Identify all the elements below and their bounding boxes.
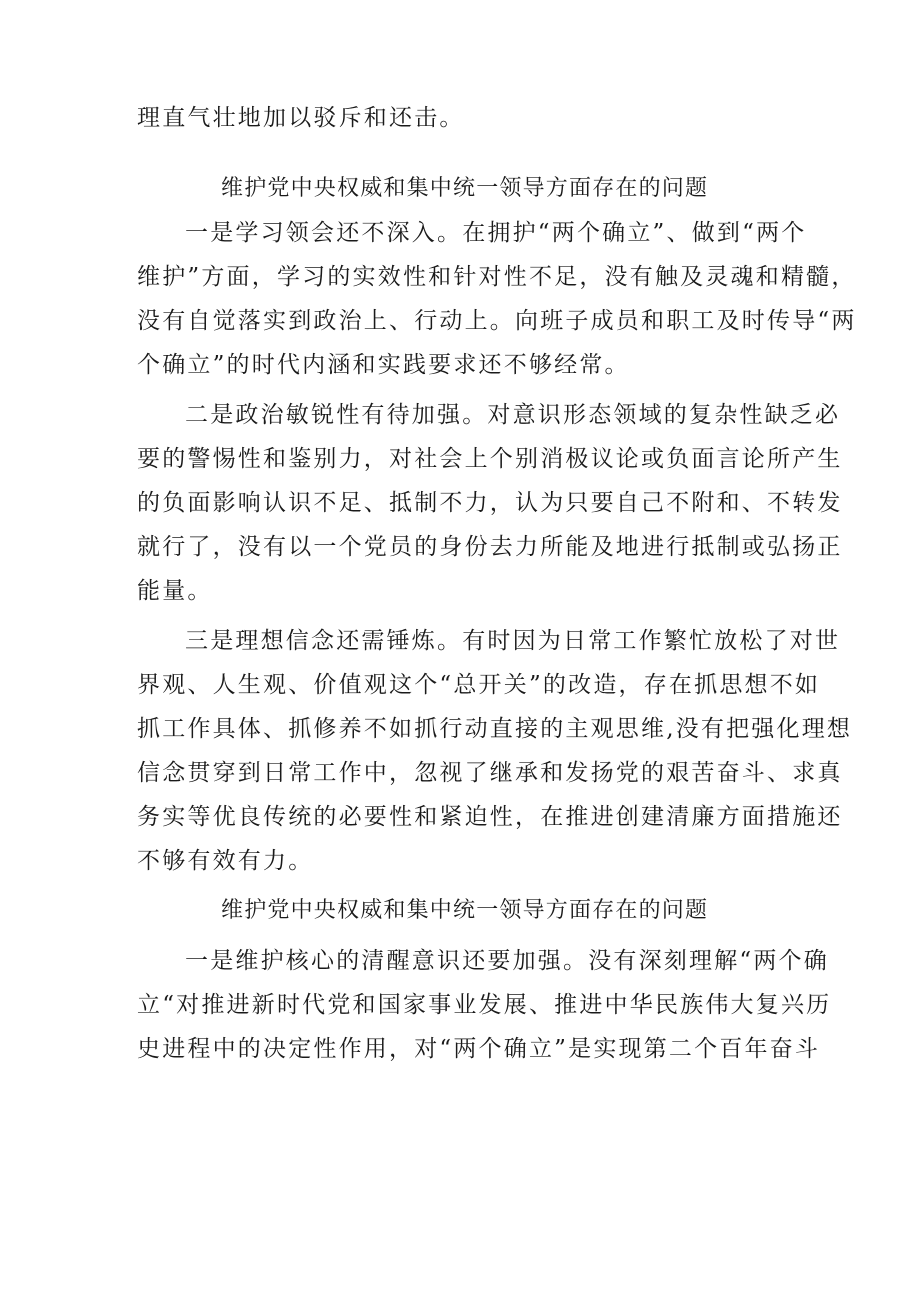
text-line: 就行了，没有以一个党员的身份去力所能及地进行抵制或弘扬正: [137, 534, 843, 560]
text-line: 一是维护核心的清醒意识还要加强。没有深刻理解“两个确: [185, 948, 829, 974]
text-line: 信念贯穿到日常工作中，忽视了继承和发扬党的艰苦奋斗、求真: [137, 760, 843, 786]
text-line: 个确立”的时代内涵和实践要求还不够经常。: [137, 352, 630, 378]
text-line: 三是理想信念还需锤炼。有时因为日常工作繁忙放松了对世: [185, 628, 841, 654]
document-body: [137, 96, 857, 1071]
text-line: 立“对推进新时代党和国家事业发展、推进中华民族伟大复兴历: [137, 992, 832, 1018]
text-line: 界观、人生观、价值观这个“总开关”的改造，存在抓思想不如: [137, 672, 821, 698]
text-line: 没有自觉落实到政治上、行动上。向班子成员和职工及时传导“两: [137, 308, 857, 334]
text-line: 不够有效有力。: [137, 848, 314, 874]
section2-paragraph-1: [137, 939, 832, 1071]
section1-paragraph-1: [137, 211, 857, 387]
text-line: 务实等优良传统的必要性和紧迫性，在推进创建清廉方面措施还: [137, 804, 843, 830]
text-line: 一是学习领会还不深入。在拥护“两个确立”、做到“两个: [185, 220, 807, 246]
section1-heading: 维护党中央权威和集中统一领导方面存在的问题: [221, 176, 709, 201]
text-line: 二是政治敏锐性有待加强。对意识形态领域的复杂性缺乏必: [185, 402, 841, 428]
text-line: 要的警惕性和鉴别力，对社会上个别消极议论或负面言论所产生: [137, 446, 843, 472]
text-line: 史进程中的决定性作用，对“两个确立”是实现第二个百年奋斗: [137, 1036, 821, 1062]
section2-heading: 维护党中央权威和集中统一领导方面存在的问题: [221, 898, 709, 923]
text-line: 抓工作具体、抓修养不如抓行动直接的主观思维,没有把强化理想: [137, 716, 853, 742]
text-line: 维护”方面，学习的实效性和针对性不足，没有触及灵魂和精髓，: [137, 264, 857, 290]
intro-line: 理直气壮地加以驳斥和还击。: [137, 105, 465, 131]
text-line: 能量。: [137, 578, 213, 604]
section1-paragraph-3: [137, 619, 853, 883]
text-line: 的负面影响认识不足、抵制不力，认为只要自己不附和、不转发: [137, 490, 843, 516]
section1-paragraph-2: [137, 393, 843, 613]
